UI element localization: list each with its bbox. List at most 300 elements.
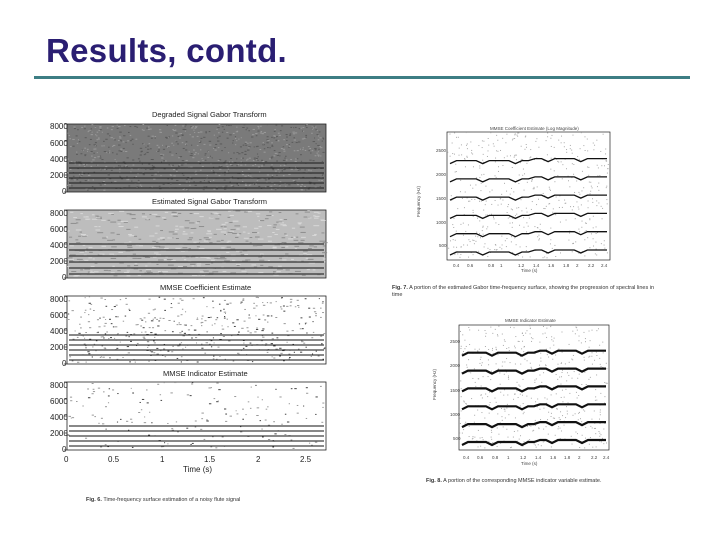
- noise-dot: [584, 447, 585, 448]
- noise-dot: [576, 392, 577, 393]
- noise-dot: [561, 362, 562, 363]
- noise-dot: [501, 416, 502, 417]
- noise-dot: [539, 409, 540, 410]
- figure-7-y-label: Frequency (Hz): [416, 185, 421, 217]
- noise-dot: [602, 438, 603, 439]
- noise-dot: [596, 355, 597, 356]
- y-tick: 4000: [50, 327, 68, 336]
- x-tick: 1.5: [204, 455, 216, 464]
- noise-dot: [524, 412, 525, 413]
- noise-dot: [496, 363, 497, 364]
- noise-dot: [600, 393, 601, 394]
- noise-dot: [490, 402, 491, 403]
- noise-dot: [571, 359, 572, 360]
- noise-dot: [558, 428, 559, 429]
- noise-dot: [561, 331, 562, 332]
- noise-dot: [553, 341, 554, 342]
- noise-dot: [581, 384, 582, 385]
- noise-dot: [569, 393, 570, 394]
- noise-dot: [543, 372, 544, 373]
- noise-dot: [507, 437, 508, 438]
- noise-dot: [545, 364, 546, 365]
- noise-dot: [480, 359, 481, 360]
- y-tick: 1500: [436, 196, 447, 201]
- noise-dot: [502, 334, 503, 335]
- left-x-axis-label: Time (s): [183, 465, 213, 474]
- noise-dot: [477, 410, 478, 411]
- noise-dot: [469, 344, 470, 345]
- noise-dot: [595, 389, 596, 390]
- noise-dot: [507, 394, 508, 395]
- noise-dot: [506, 408, 507, 409]
- noise-dot: [578, 340, 579, 341]
- noise-dot: [515, 363, 516, 364]
- noise-dot: [546, 337, 547, 338]
- figure-7-title: MMSE Coefficient Estimate (Log Magnitude): [490, 126, 579, 131]
- noise-dot: [474, 415, 475, 416]
- noise-dot: [551, 325, 552, 326]
- noise-dot: [564, 425, 565, 426]
- noise-dot: [599, 433, 600, 434]
- noise-dot: [525, 333, 526, 334]
- noise-dot: [561, 397, 562, 398]
- y-tick: 4000: [50, 241, 68, 250]
- x-tick: 2: [256, 455, 261, 464]
- y-tick: 4000: [50, 413, 68, 422]
- noise-dot: [592, 330, 593, 331]
- noise-dot: [540, 419, 541, 420]
- noise-dot: [545, 333, 546, 334]
- noise-dot: [462, 353, 463, 354]
- noise-dot: [532, 430, 533, 431]
- noise-dot: [599, 345, 600, 346]
- noise-dot: [492, 348, 493, 349]
- noise-dot: [492, 333, 493, 334]
- noise-dot: [596, 330, 597, 331]
- noise-dot: [484, 418, 485, 419]
- noise-dot: [546, 426, 547, 427]
- noise-dot: [589, 356, 590, 357]
- noise-dot: [576, 327, 577, 328]
- noise-dot: [580, 418, 581, 419]
- noise-dot: [491, 437, 492, 438]
- noise-dot: [480, 395, 481, 396]
- noise-dot: [589, 444, 590, 445]
- noise-dot: [491, 371, 492, 372]
- x-tick: 1.8: [564, 455, 571, 460]
- noise-dot: [552, 359, 553, 360]
- noise-dot: [482, 437, 483, 438]
- noise-dot: [537, 398, 538, 399]
- panel-title-degraded: Degraded Signal Gabor Transform: [152, 110, 267, 119]
- noise-dot: [472, 436, 473, 437]
- noise-dot: [506, 358, 507, 359]
- noise-dot: [496, 402, 497, 403]
- x-tick: 1.2: [518, 263, 525, 268]
- x-tick: 1.6: [548, 263, 555, 268]
- noise-dot: [600, 409, 601, 410]
- noise-dot: [518, 385, 519, 386]
- noise-dot: [531, 337, 532, 338]
- noise-dot: [467, 367, 468, 368]
- noise-dot: [526, 330, 527, 331]
- noise-dot: [555, 435, 556, 436]
- noise-dot: [503, 345, 504, 346]
- noise-dot: [465, 403, 466, 404]
- noise-dot: [508, 379, 509, 380]
- noise-dot: [497, 335, 498, 336]
- noise-dot: [529, 439, 530, 440]
- noise-dot: [584, 411, 585, 412]
- noise-dot: [462, 334, 463, 335]
- noise-dot: [558, 349, 559, 350]
- noise-dot: [599, 358, 600, 359]
- noise-dot: [586, 384, 587, 385]
- noise-dot: [594, 428, 595, 429]
- noise-dot: [551, 413, 552, 414]
- noise-dot: [530, 426, 531, 427]
- x-tick: 0.8: [488, 263, 495, 268]
- noise-dot: [530, 328, 531, 329]
- noise-dot: [560, 384, 561, 385]
- noise-dot: [531, 368, 532, 369]
- noise-dot: [592, 427, 593, 428]
- noise-dot: [583, 332, 584, 333]
- noise-dot: [557, 409, 558, 410]
- noise-dot: [557, 379, 558, 380]
- noise-dot: [535, 420, 536, 421]
- figure-8-y-label: Frequency (Hz): [432, 368, 437, 400]
- noise-dot: [539, 375, 540, 376]
- noise-dot: [492, 350, 493, 351]
- noise-dot: [596, 374, 597, 375]
- noise-dot: [548, 434, 549, 435]
- y-tick: 1500: [450, 388, 461, 393]
- noise-dot: [478, 446, 479, 447]
- y-tick: 6000: [50, 311, 68, 320]
- noise-dot: [584, 372, 585, 373]
- noise-dot: [497, 413, 498, 414]
- noise-dot: [544, 397, 545, 398]
- noise-dot: [562, 401, 563, 402]
- noise-dot: [464, 401, 465, 402]
- noise-dot: [579, 447, 580, 448]
- noise-dot: [522, 333, 523, 334]
- noise-dot: [520, 435, 521, 436]
- noise-dot: [507, 404, 508, 405]
- noise-dot: [461, 388, 462, 389]
- noise-dot: [539, 365, 540, 366]
- noise-dot: [569, 344, 570, 345]
- noise-dot: [516, 390, 517, 391]
- noise-dot: [488, 364, 489, 365]
- noise-dot: [488, 359, 489, 360]
- noise-dot: [488, 441, 489, 442]
- noise-dot: [581, 421, 582, 422]
- noise-dot: [520, 405, 521, 406]
- x-tick: 1.4: [535, 455, 542, 460]
- noise-dot: [468, 359, 469, 360]
- noise-dot: [539, 342, 540, 343]
- noise-dot: [554, 338, 555, 339]
- noise-dot: [588, 379, 589, 380]
- noise-dot: [556, 374, 557, 375]
- noise-dot: [468, 327, 469, 328]
- noise-dot: [541, 445, 542, 446]
- noise-dot: [504, 339, 505, 340]
- noise-dot: [575, 432, 576, 433]
- x-tick: 1: [160, 455, 165, 464]
- x-tick: 0.6: [467, 263, 474, 268]
- noise-dot: [505, 341, 506, 342]
- y-tick: 8000: [50, 122, 68, 131]
- y-tick: 0: [62, 359, 67, 368]
- noise-dot: [506, 348, 507, 349]
- noise-dot: [584, 360, 585, 361]
- y-tick: 2000: [50, 171, 68, 180]
- noise-dot: [515, 347, 516, 348]
- noise-dot: [568, 402, 569, 403]
- noise-dot: [598, 431, 599, 432]
- noise-dot: [606, 383, 607, 384]
- noise-dot: [488, 376, 489, 377]
- noise-dot: [596, 400, 597, 401]
- noise-dot: [582, 435, 583, 436]
- noise-dot: [577, 397, 578, 398]
- y-tick: 2500: [436, 148, 447, 153]
- noise-dot: [464, 340, 465, 341]
- noise-dot: [469, 372, 470, 373]
- noise-dot: [538, 427, 539, 428]
- noise-dot: [471, 398, 472, 399]
- noise-dot: [498, 369, 499, 370]
- noise-dot: [566, 406, 567, 407]
- noise-dot: [475, 382, 476, 383]
- noise-dot: [579, 412, 580, 413]
- noise-dot: [481, 365, 482, 366]
- x-tick: 0.6: [477, 455, 484, 460]
- noise-dot: [483, 439, 484, 440]
- figure-6-caption-text: Time-frequency surface estimation of a noisy flute signal: [103, 497, 241, 503]
- y-tick: 0: [62, 187, 67, 196]
- noise-dot: [535, 401, 536, 402]
- noise-dot: [461, 396, 462, 397]
- noise-dot: [589, 331, 590, 332]
- noise-dot: [603, 352, 604, 353]
- noise-dot: [551, 416, 552, 417]
- noise-dot: [514, 394, 515, 395]
- noise-dot: [523, 351, 524, 352]
- noise-dot: [461, 410, 462, 411]
- panel-title-mmse-coefficient: MMSE Coefficient Estimate: [160, 283, 252, 292]
- noise-dot: [489, 404, 490, 405]
- x-tick: 2.4: [601, 263, 608, 268]
- y-tick: 0: [62, 273, 67, 282]
- figure-8-caption-text: A portion of the corresponding MMSE indicator variable estimate.: [443, 478, 602, 484]
- noise-dot: [554, 418, 555, 419]
- noise-dot: [527, 426, 528, 427]
- noise-dot: [518, 397, 519, 398]
- noise-dot: [514, 431, 515, 432]
- x-tick: 1.8: [563, 263, 570, 268]
- noise-dot: [590, 377, 591, 378]
- x-tick: 0.8: [492, 455, 499, 460]
- noise-dot: [572, 415, 573, 416]
- noise-dot: [536, 378, 537, 379]
- noise-dot: [584, 357, 585, 358]
- noise-dot: [523, 403, 524, 404]
- noise-dot: [592, 352, 593, 353]
- x-tick: 2.2: [591, 455, 598, 460]
- noise-dot: [504, 374, 505, 375]
- noise-dot: [478, 378, 479, 379]
- noise-dot: [561, 430, 562, 431]
- noise-dot: [494, 398, 495, 399]
- x-tick: 0.4: [453, 263, 460, 268]
- y-tick: 2000: [50, 343, 68, 352]
- figure-7-caption-text: A portion of the estimated Gabor time-frequency surface, showing the progression of spectral lines in time: [392, 285, 655, 298]
- x-tick: 0: [64, 455, 69, 464]
- noise-dot: [600, 364, 601, 365]
- noise-dot: [497, 427, 498, 428]
- y-tick: 500: [453, 436, 461, 441]
- noise-dot: [481, 412, 482, 413]
- noise-dot: [510, 362, 511, 363]
- noise-dot: [542, 333, 543, 334]
- y-tick: 6000: [50, 397, 68, 406]
- noise-dot: [567, 411, 568, 412]
- noise-dot: [485, 330, 486, 331]
- noise-dot: [590, 437, 591, 438]
- noise-dot: [497, 446, 498, 447]
- noise-dot: [472, 438, 473, 439]
- figure-7-x-label: Time (s): [521, 268, 538, 273]
- noise-dot: [526, 396, 527, 397]
- noise-dot: [590, 426, 591, 427]
- noise-dot: [470, 372, 471, 373]
- noise-dot: [511, 447, 512, 448]
- noise-dot: [533, 430, 534, 431]
- noise-dot: [498, 326, 499, 327]
- noise-dot: [464, 348, 465, 349]
- noise-dot: [524, 346, 525, 347]
- noise-dot: [474, 368, 475, 369]
- figure-8-caption-prefix: Fig. 8.: [426, 478, 442, 484]
- noise-dot: [463, 429, 464, 430]
- noise-dot: [492, 442, 493, 443]
- noise-dot: [590, 340, 591, 341]
- noise-dot: [602, 342, 603, 343]
- noise-dot: [499, 372, 500, 373]
- y-tick: 1000: [436, 220, 447, 225]
- noise-dot: [534, 382, 535, 383]
- y-tick: 8000: [50, 209, 68, 218]
- noise-dot: [487, 396, 488, 397]
- noise-dot: [477, 350, 478, 351]
- noise-dot: [599, 419, 600, 420]
- noise-dot: [501, 408, 502, 409]
- noise-dot: [572, 378, 573, 379]
- noise-dot: [513, 399, 514, 400]
- noise-dot: [520, 364, 521, 365]
- noise-dot: [548, 412, 549, 413]
- noise-dot: [562, 390, 563, 391]
- y-tick: 4000: [50, 155, 68, 164]
- noise-dot: [595, 396, 596, 397]
- noise-dot: [482, 397, 483, 398]
- noise-dot: [527, 360, 528, 361]
- noise-dot: [585, 341, 586, 342]
- noise-dot: [604, 382, 605, 383]
- x-tick: 2.2: [588, 263, 595, 268]
- noise-dot: [508, 414, 509, 415]
- noise-dot: [579, 336, 580, 337]
- noise-dot: [592, 447, 593, 448]
- noise-dot: [601, 366, 602, 367]
- noise-dot: [522, 341, 523, 342]
- x-tick: 1.6: [550, 455, 557, 460]
- y-tick: 6000: [50, 225, 68, 234]
- noise-dot: [483, 376, 484, 377]
- noise-dot: [531, 398, 532, 399]
- noise-dot: [514, 327, 515, 328]
- noise-dot: [491, 439, 492, 440]
- y-tick: 2000: [50, 429, 68, 438]
- noise-dot: [503, 395, 504, 396]
- noise-dot: [491, 432, 492, 433]
- y-tick: 2000: [50, 257, 68, 266]
- noise-dot: [578, 419, 579, 420]
- noise-dot: [486, 333, 487, 334]
- noise-dot: [592, 364, 593, 365]
- noise-dot: [504, 361, 505, 362]
- noise-dot: [503, 426, 504, 427]
- noise-dot: [496, 349, 497, 350]
- noise-dot: [510, 447, 511, 448]
- noise-dot: [522, 395, 523, 396]
- noise-dot: [508, 377, 509, 378]
- noise-dot: [480, 437, 481, 438]
- noise-dot: [485, 394, 486, 395]
- noise-dot: [579, 374, 580, 375]
- noise-dot: [480, 357, 481, 358]
- noise-dot: [604, 396, 605, 397]
- noise-dot: [531, 367, 532, 368]
- noise-dot: [530, 363, 531, 364]
- y-tick: 500: [439, 243, 447, 248]
- noise-dot: [463, 401, 464, 402]
- noise-dot: [600, 414, 601, 415]
- noise-dot: [607, 383, 608, 384]
- noise-dot: [531, 341, 532, 342]
- noise-dot: [504, 409, 505, 410]
- noise-dot: [567, 413, 568, 414]
- noise-dot: [479, 363, 480, 364]
- noise-dot: [495, 347, 496, 348]
- x-tick: 1.2: [520, 455, 527, 460]
- noise-dot: [489, 392, 490, 393]
- noise-dot: [480, 446, 481, 447]
- noise-dot: [572, 444, 573, 445]
- noise-dot: [548, 357, 549, 358]
- noise-dot: [513, 437, 514, 438]
- noise-dot: [472, 378, 473, 379]
- x-tick: 1.4: [533, 263, 540, 268]
- noise-dot: [588, 357, 589, 358]
- noise-dot: [502, 420, 503, 421]
- x-tick: 2.5: [300, 455, 312, 464]
- noise-dot: [534, 380, 535, 381]
